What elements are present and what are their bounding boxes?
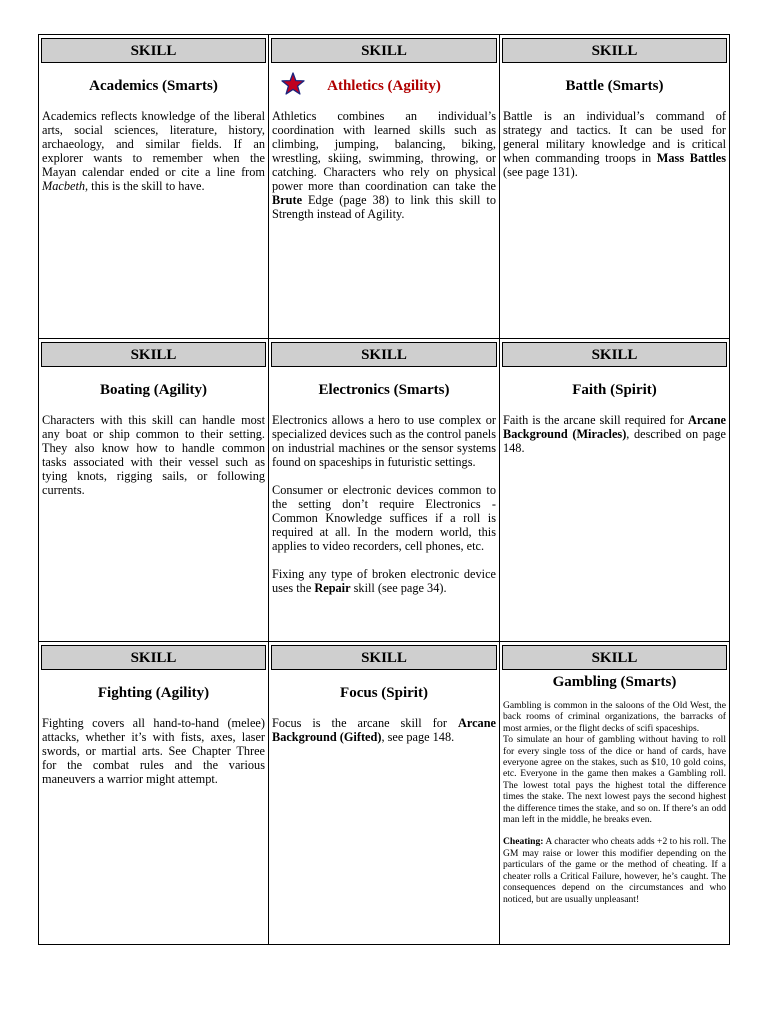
card-body: Athletics combines an individual’s coordination with learned skills such as climbing, jumping, balancing, biking, wrestling, skiing, swimming, throwing, or catching. Characters who rely on physical power more than coordination can take the Brute Edge (page 38) to link this skill to Strength instead of Agility.: [272, 109, 496, 221]
skill-card-faith: [500, 339, 729, 642]
skill-card-fighting: [39, 642, 269, 944]
skill-card-gambling: [500, 642, 729, 944]
skill-card-academics: [39, 35, 269, 339]
card-title: Focus (Spirit): [340, 685, 428, 701]
skill-card-grid: [38, 34, 730, 945]
card-title: Faith (Spirit): [572, 382, 657, 398]
skill-card-boating: [39, 339, 269, 642]
skill-card-athletics: [269, 35, 500, 339]
card-body: Fighting covers all hand-to-hand (melee) attacks, whether it’s with fists, axes, laser swords, or martial arts. See Chapter Three for the combat rules and the various maneuvers a warrior might attempt.: [42, 716, 265, 786]
card-body: Battle is an individual’s command of strategy and tactics. It can be used for general military knowledge and is critical when commanding troops in Mass Battles (see page 131).: [503, 109, 726, 179]
card-header: SKILL: [502, 38, 727, 63]
card-header: SKILL: [41, 645, 266, 670]
card-title: Academics (Smarts): [89, 78, 218, 94]
card-header: SKILL: [271, 38, 497, 63]
card-body: Electronics allows a hero to use complex or specialized devices such as the control panels on industrial machines or the sensor systems found on spaceships in futuristic settings. Consumer or electronic devices common to the setting don’t require Electronics - Common Knowledge suffices if a roll is required at all. In the modern world, this applies to video recorders, cell phones, etc. Fixing any type of broken electronic device uses the Repair skill (see page 34).: [272, 413, 496, 595]
card-header: SKILL: [502, 645, 727, 670]
card-header: SKILL: [41, 38, 266, 63]
skill-card-battle: [500, 35, 729, 339]
card-header: SKILL: [41, 342, 266, 367]
star-icon: [281, 72, 305, 96]
card-title: Electronics (Smarts): [318, 382, 450, 398]
card-title: Battle (Smarts): [565, 78, 664, 94]
card-header: SKILL: [271, 645, 497, 670]
card-body: Characters with this skill can handle most any boat or ship common to their setting. They also know how to handle common tasks associated with their vessel such as tying knots, rigging sails, or following currents.: [42, 413, 265, 497]
card-body: Faith is the arcane skill required for Arcane Background (Miracles), described on page 148.: [503, 413, 726, 455]
card-body: Academics reflects knowledge of the liberal arts, social sciences, literature, history, archaeology, and similar fields. If an explorer wants to remember when the Mayan calendar ended or cite a line from Macbeth, this is the skill to have.: [42, 109, 265, 193]
card-body: Focus is the arcane skill for Arcane Background (Gifted), see page 148.: [272, 716, 496, 744]
card-title: Gambling (Smarts): [552, 674, 677, 690]
card-title: Athletics (Agility): [271, 78, 497, 95]
card-header: SKILL: [502, 342, 727, 367]
card-header: SKILL: [271, 342, 497, 367]
card-title: Boating (Agility): [99, 382, 208, 398]
skill-card-electronics: [269, 339, 500, 642]
card-title: Fighting (Agility): [97, 685, 210, 701]
skill-card-focus: [269, 642, 500, 944]
card-body: Gambling is common in the saloons of the Old West, the back rooms of criminal organizations, the barracks of most armies, or the flight decks of scifi spaceships. To simulate an hour of gambling without having to roll for every single toss of the dice or hand of cards, have everyone agree on the stakes, such as $10, 10 gold coins, etc. Everyone in the game then makes a Gambling roll. The lowest total pays the highest total the difference times the stake. The next lowest pays the second highest the difference times the stake, and so on. If there’s an odd man left in the middle, he breaks even. Cheating: A character who cheats adds +2 to his roll. The GM may raise or lower this modifier depending on the particulars of the game or the method of cheating. If a cheater rolls a Critical Failure, however, he’s caught. The consequences depend on the circumstances and who noticed, but are usually unpleasant!: [503, 700, 726, 905]
